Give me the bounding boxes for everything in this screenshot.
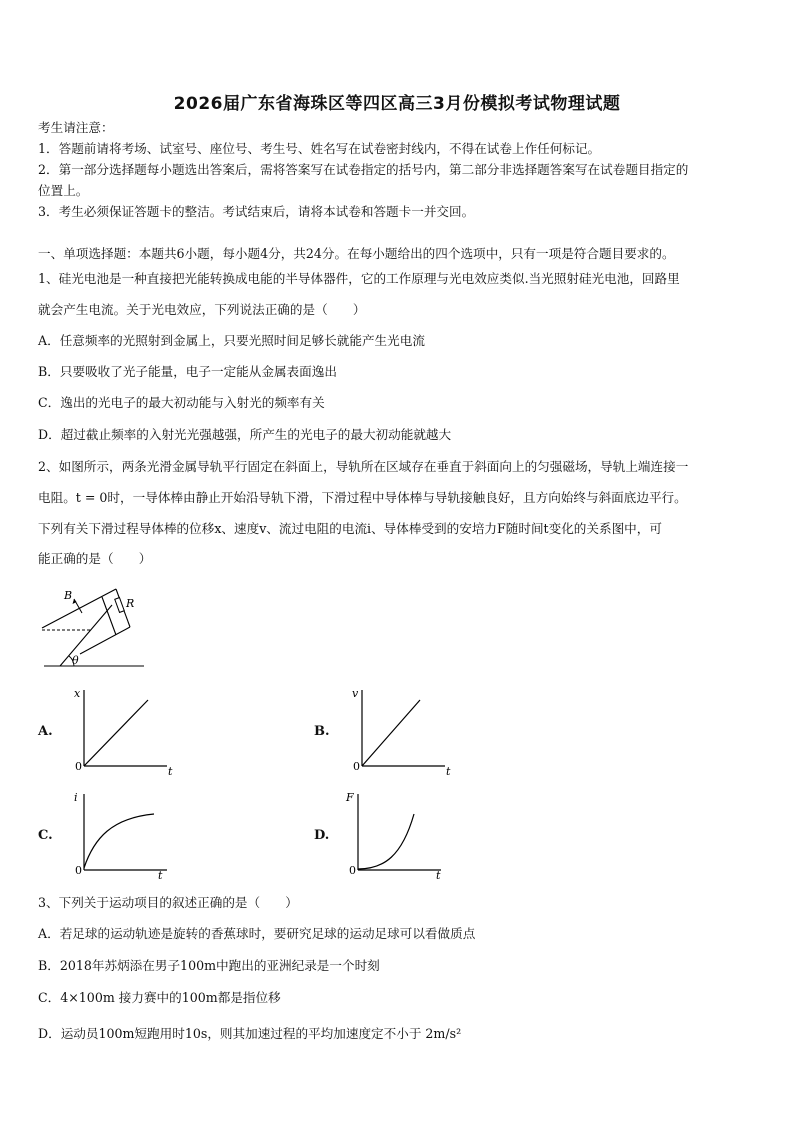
q3-option-c: C．4×100m 接力赛中的100m都是指位移 <box>38 990 281 1005</box>
notice-item-3: 3．考生必须保证答题卡的整洁。考试结束后，请将本试卷和答题卡一并交回。 <box>38 204 475 219</box>
graph-d-y-label: F <box>346 791 354 804</box>
q1-option-d: D．超过截止频率的入射光光强越强，所产生的光电子的最大初动能就越大 <box>38 427 452 442</box>
q1-stem-line-2: 就会产生电流。关于光电效应，下列说法正确的是（ ） <box>38 302 366 317</box>
graph-d-curve <box>358 814 414 869</box>
graph-c-origin: 0 <box>75 864 82 877</box>
q2-stem-line-3: 下列有关下滑过程导体棒的位移x、速度v、流过电阻的电流i、导体棒受到的安培力F随时间t变化的关系图中，可 <box>38 521 662 536</box>
graph-b-origin: 0 <box>353 760 360 773</box>
q3-stem: 3、下列关于运动项目的叙述正确的是（ ） <box>38 895 298 910</box>
conductor-rod <box>102 597 116 635</box>
q1-stem-line-1: 1、硅光电池是一种直接把光能转换成电能的半导体器件，它的工作原理与光电效应类似.当光照射硅光电池，回路里 <box>38 271 680 286</box>
q2-stem-line-1: 2、如图所示，两条光滑金属导轨平行固定在斜面上，导轨所在区域存在垂直于斜面向上的匀强磁场，导轨上端连接一 <box>38 459 689 474</box>
graph-b-x-label: t <box>446 765 451 778</box>
option-a-label: A. <box>38 724 53 739</box>
graph-a-x-label: t <box>168 765 173 778</box>
notice-item-2-cont: 位置上。 <box>38 183 89 198</box>
graph-d-x-label: t <box>436 869 441 882</box>
notice-item-1: 1．答题前请将考场、试室号、座位号、考生号、姓名写在试卷密封线内，不得在试卷上作任何标记。 <box>38 141 601 156</box>
graph-d-f-vs-t <box>346 790 456 882</box>
option-b-label: B. <box>314 724 330 739</box>
resistor <box>115 598 124 613</box>
resistor-label: R <box>126 597 135 610</box>
exam-title: 2026届广东省海珠区等四区高三3月份模拟考试物理试题 <box>173 94 621 114</box>
q3-option-d: D．运动员100m短跑用时10s，则其加速过程的平均加速度定不小于 2m/s² <box>38 1026 462 1041</box>
graph-b-y-label: v <box>352 687 359 700</box>
graph-a-y-label: x <box>74 687 81 700</box>
graph-b-v-vs-t <box>350 686 460 778</box>
graph-c-i-vs-t <box>72 790 182 882</box>
graph-c-x-label: t <box>158 869 163 882</box>
q2-stem-line-4: 能正确的是（ ） <box>38 551 152 566</box>
graph-b-line <box>362 700 420 766</box>
theta-label: θ <box>72 654 79 667</box>
field-b-label: B <box>64 589 73 602</box>
option-d-label: D. <box>314 828 330 843</box>
graph-d-origin: 0 <box>349 864 356 877</box>
notice-heading: 考生请注意： <box>38 120 114 135</box>
graph-a-line <box>84 700 148 766</box>
q3-option-a: A．若足球的运动轨迹是旋转的香蕉球时，要研究足球的运动足球可以看做质点 <box>38 926 476 941</box>
graph-c-y-label: i <box>74 791 78 804</box>
q3-option-b: B．2018年苏炳添在男子100m中跑出的亚洲纪录是一个时刻 <box>38 958 380 973</box>
graph-a-origin: 0 <box>75 760 82 773</box>
section-heading: 一、单项选择题：本题共6小题，每小题4分，共24分。在每小题给出的四个选项中，只有一项是符合题目要求的。 <box>38 246 675 261</box>
incline-rail-figure <box>38 585 148 670</box>
option-c-label: C. <box>38 828 53 843</box>
q2-stem-line-2: 电阻。t = 0时，一导体棒由静止开始沿导轨下滑，下滑过程中导体棒与导轨接触良好，且方向始终与斜面底边平行。 <box>38 490 687 505</box>
q1-option-a: A．任意频率的光照射到金属上，只要光照时间足够长就能产生光电流 <box>38 333 425 348</box>
graph-a-x-vs-t <box>72 686 182 778</box>
graph-c-curve <box>84 814 154 868</box>
rail-bottom <box>80 627 130 654</box>
q1-option-c: C．逸出的光电子的最大初动能与入射光的频率有关 <box>38 395 325 410</box>
notice-item-2: 2．第一部分选择题每小题选出答案后，需将答案写在试卷指定的括号内，第二部分非选择题答案写在试卷题目指定的 <box>38 162 689 177</box>
q1-option-b: B．只要吸收了光子能量，电子一定能从金属表面逸出 <box>38 364 337 379</box>
